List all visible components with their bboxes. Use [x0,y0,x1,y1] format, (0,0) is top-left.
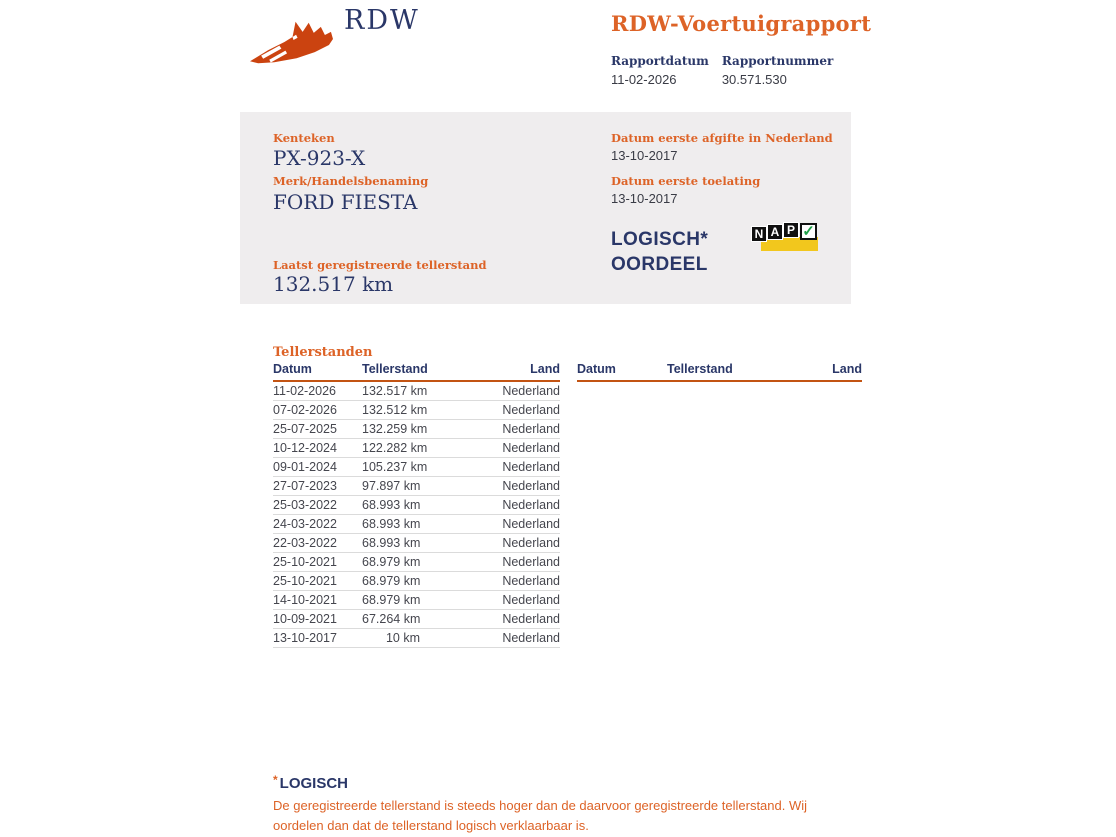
kenteken-value: PX-923-X [273,146,366,170]
column-header-land: Land [777,362,862,381]
cell-tellerstand: 132.517 km [362,381,420,400]
cell-tellerstand: 68.979 km [362,571,420,590]
eerste-afgifte-value: 13-10-2017 [611,148,678,163]
oordeel-line2: OORDEEL [611,254,708,275]
oordeel-line1: LOGISCH* [611,229,709,250]
report-number-label: Rapportnummer [721,54,834,68]
cell-tellerstand: 68.993 km [362,533,420,552]
footnote-heading [273,775,348,792]
cell-land: Nederland [420,514,560,533]
cell-land: Nederland [420,590,560,609]
cell-tellerstand: 10 km [362,628,420,647]
cell-tellerstand: 68.993 km [362,514,420,533]
column-header-datum: Datum [577,362,667,381]
cell-datum: 10-09-2021 [273,609,362,628]
table-row [273,590,560,609]
cell-datum: 07-02-2026 [273,400,362,419]
table-row [273,381,560,400]
meter-readings-body [273,381,560,647]
footnote-asterisk: * [273,773,278,787]
cell-tellerstand: 68.979 km [362,590,420,609]
footnote-text: De geregistreerde tellerstand is steeds hoger dan de daarvoor geregistreerde tellerstand. Wij oordelen dan dat de tellerstand logisch verklaarbaar is. [273,798,808,833]
cell-tellerstand: 132.512 km [362,400,420,419]
tellerstanden-heading: Tellerstanden [273,345,373,360]
table-row [273,628,560,647]
nap-letter-n: N [751,226,767,242]
cell-land: Nederland [420,457,560,476]
kenteken-label: Kenteken [273,131,335,145]
oordeel-text [611,227,708,277]
report-date-block [611,54,709,87]
nap-checkmark-icon: ✓ [800,223,817,240]
cell-datum: 11-02-2026 [273,381,362,400]
footnote-heading-text: LOGISCH [279,775,349,792]
cell-datum: 25-10-2021 [273,571,362,590]
laatste-tellerstand-label: Laatst geregistreerde tellerstand [273,258,487,272]
cell-land: Nederland [420,400,560,419]
table-row [273,609,560,628]
cell-land: Nederland [420,419,560,438]
cell-datum: 13-10-2017 [273,628,362,647]
nap-letter-p: P [783,222,799,238]
report-number-block [722,54,833,87]
column-header-datum: Datum [273,362,362,381]
cell-land: Nederland [420,552,560,571]
cell-land: Nederland [420,571,560,590]
meter-readings-table-second [577,362,862,382]
column-header-tellerstand: Tellerstand [667,362,777,381]
rdw-wordmark: RDW [344,5,420,36]
table-row [273,495,560,514]
cell-datum: 25-03-2022 [273,495,362,514]
report-date-value: 11-02-2026 [611,72,677,87]
table-row [273,438,560,457]
table-row [273,533,560,552]
meter-readings-table [273,362,560,648]
table-header-row [577,362,862,381]
cell-datum: 22-03-2022 [273,533,362,552]
laatste-tellerstand-value: 132.517 km [273,272,394,296]
column-header-land: Land [420,362,560,381]
cell-tellerstand: 105.237 km [362,457,420,476]
report-number-value: 30.571.530 [721,72,787,87]
table-row [273,552,560,571]
nap-logo [751,220,819,256]
merk-label: Merk/Handelsbenaming [273,174,429,188]
table-header-row [273,362,560,381]
report-meta [611,54,846,87]
table-row [273,571,560,590]
cell-tellerstand: 122.282 km [362,438,420,457]
cell-land: Nederland [420,438,560,457]
eerste-toelating-label: Datum eerste toelating [611,174,761,188]
table-row [273,419,560,438]
table-row [273,457,560,476]
cell-datum: 09-01-2024 [273,457,362,476]
merk-value: FORD FIESTA [273,190,418,214]
table-row [273,514,560,533]
vehicle-summary-panel [240,112,851,304]
cell-land: Nederland [420,628,560,647]
cell-land: Nederland [420,495,560,514]
eerste-afgifte-label: Datum eerste afgifte in Nederland [611,131,833,145]
cell-land: Nederland [420,533,560,552]
page-title: RDW-Voertuigrapport [611,11,872,36]
rdw-wing-icon [248,16,335,64]
report-date-label: Rapportdatum [611,54,709,68]
cell-tellerstand: 97.897 km [362,476,420,495]
nap-letter-a: A [767,224,783,240]
table-row [273,476,560,495]
cell-datum: 24-03-2022 [273,514,362,533]
cell-datum: 25-07-2025 [273,419,362,438]
cell-datum: 14-10-2021 [273,590,362,609]
cell-datum: 10-12-2024 [273,438,362,457]
cell-tellerstand: 67.264 km [362,609,420,628]
cell-datum: 27-07-2023 [273,476,362,495]
cell-land: Nederland [420,381,560,400]
cell-tellerstand: 68.993 km [362,495,420,514]
cell-datum: 25-10-2021 [273,552,362,571]
cell-land: Nederland [420,476,560,495]
cell-tellerstand: 68.979 km [362,552,420,571]
cell-tellerstand: 132.259 km [362,419,420,438]
cell-land: Nederland [420,609,560,628]
table-row [273,400,560,419]
column-header-tellerstand: Tellerstand [362,362,420,381]
eerste-toelating-value: 13-10-2017 [611,191,678,206]
